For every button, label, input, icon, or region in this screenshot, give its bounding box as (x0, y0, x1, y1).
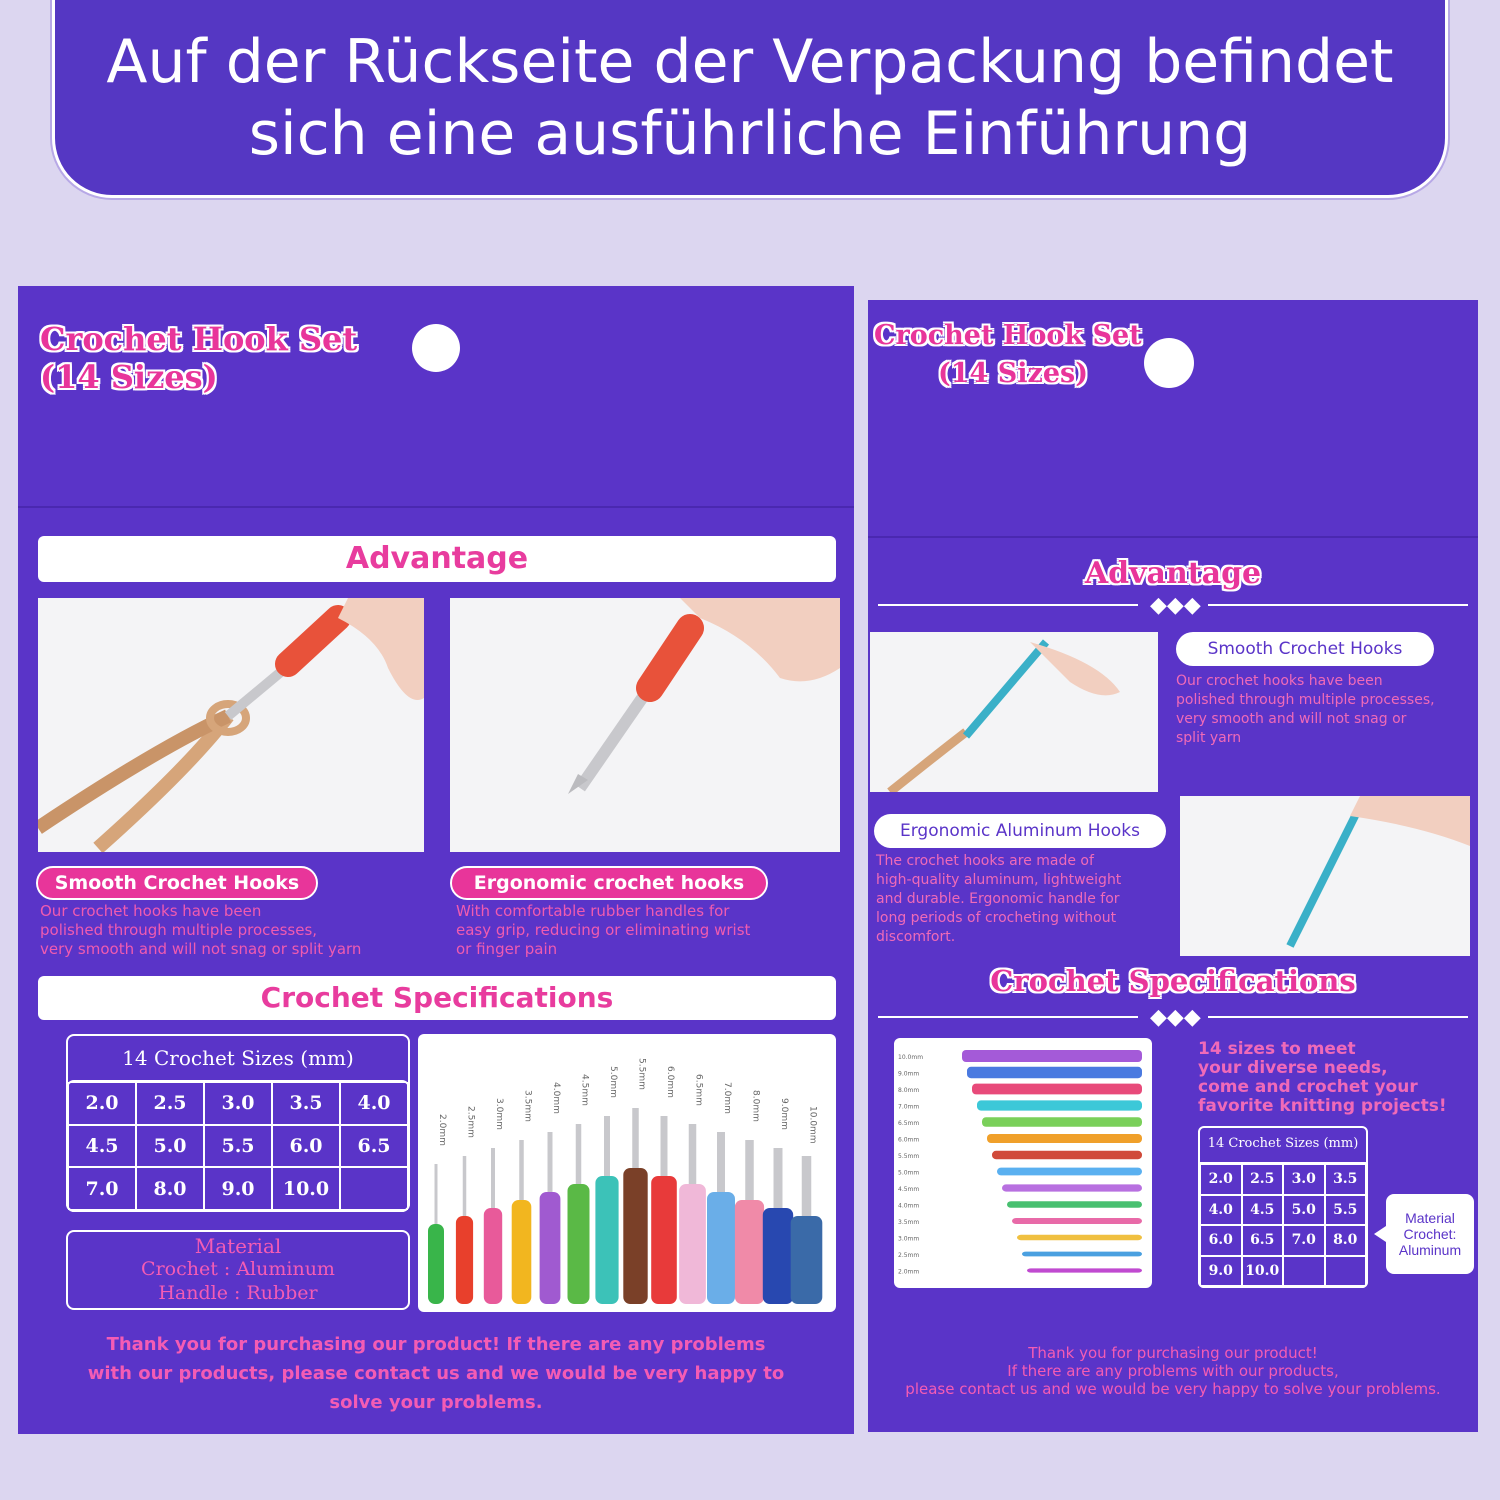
size-cell: 2.0 (68, 1082, 136, 1125)
size-cell: 4.5 (68, 1125, 136, 1168)
right-hook-size-label: 7.0mm (898, 1103, 920, 1111)
hook-handle (428, 1224, 444, 1304)
right-photo-hook-lineup (894, 1038, 1152, 1288)
sizes-blurb: 14 sizes to meet your diverse needs, come and crochet your favorite knitting projects! (1198, 1039, 1447, 1116)
callout-pointer (1374, 1226, 1386, 1242)
hook-handle (512, 1200, 532, 1304)
hook-size-label: 4.0mm (551, 1082, 561, 1114)
right-hook-size-label: 6.0mm (898, 1136, 920, 1144)
material-title: Material (194, 1234, 282, 1258)
right-hook (977, 1100, 1142, 1110)
package-back-left (18, 286, 854, 1434)
hook-size-label: 3.5mm (522, 1090, 533, 1122)
hook-handle (623, 1168, 647, 1304)
banner-line-1: Auf der Rückseite der Verpackung befindet (106, 27, 1394, 97)
advantage-heading: Advantage (345, 541, 529, 576)
right-hook-size-label: 5.0mm (898, 1169, 920, 1177)
right-pill-smooth: Smooth Crochet Hooks (1176, 632, 1434, 666)
hook-size-label: 6.5mm (693, 1074, 704, 1106)
hook-size-label: 8.0mm (750, 1090, 761, 1122)
sizes-grid (66, 1080, 410, 1212)
size-cell: 3.5 (1325, 1164, 1367, 1195)
hook-size-label: 9.0mm (779, 1098, 789, 1130)
size-cell: 6.5 (1242, 1225, 1284, 1256)
hook-size-label: 10.0mm (807, 1106, 818, 1144)
photo-smooth-hook (38, 598, 424, 852)
material-crochet: Crochet : Aluminum (141, 1258, 335, 1280)
right-hook (967, 1067, 1142, 1078)
hook-size-label: 5.0mm (608, 1066, 618, 1098)
right-hook-size-label: 4.0mm (898, 1202, 920, 1210)
hook-handle (651, 1176, 677, 1304)
right-sizes-title: 14 Crochet Sizes (mm) (1207, 1136, 1359, 1151)
size-cell: 7.0 (68, 1167, 136, 1210)
hang-hole (412, 324, 460, 372)
hook-handle (540, 1192, 561, 1304)
size-cell: 6.0 (272, 1125, 340, 1168)
right-title-2: (14 Sizes) (938, 358, 1088, 389)
fold-line (18, 506, 854, 508)
size-cell: 5.5 (204, 1125, 272, 1168)
size-cell (340, 1167, 408, 1210)
left-title-2: (14 Sizes) (40, 358, 218, 396)
right-pill-ergonomic: Ergonomic Aluminum Hooks (874, 814, 1166, 848)
right-hook (1027, 1268, 1142, 1272)
hook-size-label: 2.5mm (465, 1106, 476, 1138)
right-title-1: Crochet Hook Set (874, 320, 1142, 351)
right-hook-size-label: 3.0mm (898, 1235, 920, 1243)
ornament-right (1208, 604, 1468, 606)
size-cell: 5.0 (1283, 1195, 1325, 1226)
right-specs-heading: Crochet Specifications (990, 964, 1356, 998)
hook-handle (595, 1176, 618, 1304)
size-cell: 8.0 (1325, 1225, 1367, 1256)
right-hook-size-label: 10.0mm (898, 1054, 924, 1061)
size-cell: 6.0 (1200, 1225, 1242, 1256)
desc-ergonomic-hooks: With comfortable rubber handles for easy grip, reducing or eliminating wrist or finger pain (456, 902, 751, 958)
hook-handle (791, 1216, 823, 1304)
size-cell: 4.0 (1200, 1195, 1242, 1226)
size-cell: 4.0 (340, 1082, 408, 1125)
photo-hook-lineup (418, 1034, 836, 1312)
right-hook (997, 1168, 1142, 1176)
left-title-1: Crochet Hook Set (40, 320, 358, 358)
hook-size-label: 2.0mm (437, 1114, 447, 1146)
size-cell: 7.0 (1283, 1225, 1325, 1256)
size-cell: 4.5 (1242, 1195, 1284, 1226)
size-cell (1283, 1256, 1325, 1287)
size-cell: 8.0 (136, 1167, 204, 1210)
right-hook (1022, 1252, 1142, 1257)
desc-smooth-hooks: Our crochet hooks have been polished through multiple processes, very smooth and will not snag or split yarn (40, 902, 362, 958)
size-cell: 10.0 (1242, 1256, 1284, 1287)
right-hook-size-label: 8.0mm (898, 1087, 920, 1094)
ornament2-left (878, 1016, 1138, 1018)
ornament2-right (1208, 1016, 1468, 1018)
right-photo-ergonomic (1180, 796, 1470, 956)
ornament2-center: ◆◆◆ (1150, 1004, 1201, 1029)
hook-size-label: 3.0mm (494, 1098, 504, 1130)
hook-handle (484, 1208, 502, 1304)
size-cell: 2.5 (1242, 1164, 1284, 1195)
material-handle: Handle : Rubber (158, 1282, 318, 1304)
right-hook-size-label: 2.5mm (898, 1252, 920, 1259)
right-advantage-heading: Advantage (1084, 556, 1262, 591)
pill-ergonomic-hooks: Ergonomic crochet hooks (450, 866, 768, 900)
right-hook (987, 1134, 1142, 1143)
advantage-bar (38, 536, 836, 582)
hook-size-label: 7.0mm (722, 1082, 732, 1114)
size-cell: 3.0 (1283, 1164, 1325, 1195)
hook-size-label: 4.5mm (579, 1074, 590, 1106)
right-hang-hole (1144, 338, 1194, 388)
size-cell: 6.5 (340, 1125, 408, 1168)
right-hook-size-label: 2.0mm (898, 1268, 920, 1276)
size-cell: 9.0 (1200, 1256, 1242, 1287)
ornament-center: ◆◆◆ (1150, 592, 1201, 617)
right-hook (972, 1084, 1142, 1095)
right-hook (1012, 1218, 1142, 1224)
right-hook (1017, 1235, 1142, 1240)
right-hook-size-label: 5.5mm (898, 1153, 920, 1160)
right-hook (1002, 1184, 1142, 1191)
right-hook-size-label: 9.0mm (898, 1070, 920, 1078)
size-cell: 5.0 (136, 1125, 204, 1168)
right-photo-smooth (870, 632, 1158, 792)
right-hook-size-label: 4.5mm (898, 1186, 920, 1193)
material-callout-text: Material Crochet: Aluminum (1398, 1210, 1462, 1258)
hook-handle (679, 1184, 706, 1304)
photo-ergonomic-hook (450, 598, 840, 852)
hook-handle (456, 1216, 473, 1304)
right-hook (1007, 1201, 1142, 1208)
size-cell: 2.0 (1200, 1164, 1242, 1195)
thanks-note: Thank you for purchasing our product! If there are any problems with our products, please contact us and we would be very happy to solve your problems. (87, 1334, 785, 1413)
right-sizes-grid (1198, 1162, 1368, 1288)
right-hook (992, 1151, 1142, 1159)
hook-handle (707, 1192, 735, 1304)
right-hook (982, 1117, 1142, 1127)
banner-line-2: sich eine ausführliche Einführung (248, 99, 1252, 169)
right-thanks-note: Thank you for purchasing our product! If there are any problems with our products, please contact us and we would be very happy to solve your problems. (905, 1344, 1441, 1398)
hook-size-label: 6.0mm (665, 1066, 675, 1098)
specs-bar (38, 976, 836, 1020)
right-hook-size-label: 3.5mm (898, 1219, 920, 1226)
hook-size-label: 5.5mm (636, 1058, 647, 1090)
ornament-left (878, 604, 1138, 606)
hook-handle (568, 1184, 590, 1304)
right-fold-line (868, 536, 1478, 538)
size-cell: 2.5 (136, 1082, 204, 1125)
right-hook-size-label: 6.5mm (898, 1120, 920, 1127)
size-cell (1325, 1256, 1367, 1287)
size-cell: 3.0 (204, 1082, 272, 1125)
hook-handle (735, 1200, 764, 1304)
size-cell: 5.5 (1325, 1195, 1367, 1226)
right-desc-smooth: Our crochet hooks have been polished through multiple processes, very smooth and will not snag or split yarn (1176, 673, 1435, 746)
package-back-right (868, 300, 1478, 1432)
size-cell: 9.0 (204, 1167, 272, 1210)
right-desc-ergonomic: The crochet hooks are made of high-quality aluminum, lightweight and durable. Ergonomic handle for long periods of crocheting without discomfort. (876, 853, 1122, 945)
size-cell: 10.0 (272, 1167, 340, 1210)
sizes-title: 14 Crochet Sizes (mm) (122, 1046, 354, 1070)
size-cell: 3.5 (272, 1082, 340, 1125)
right-hook (962, 1050, 1142, 1062)
pill-smooth-hooks: Smooth Crochet Hooks (36, 866, 318, 900)
specs-heading: Crochet Specifications (260, 981, 614, 1014)
hook-handle (763, 1208, 793, 1304)
